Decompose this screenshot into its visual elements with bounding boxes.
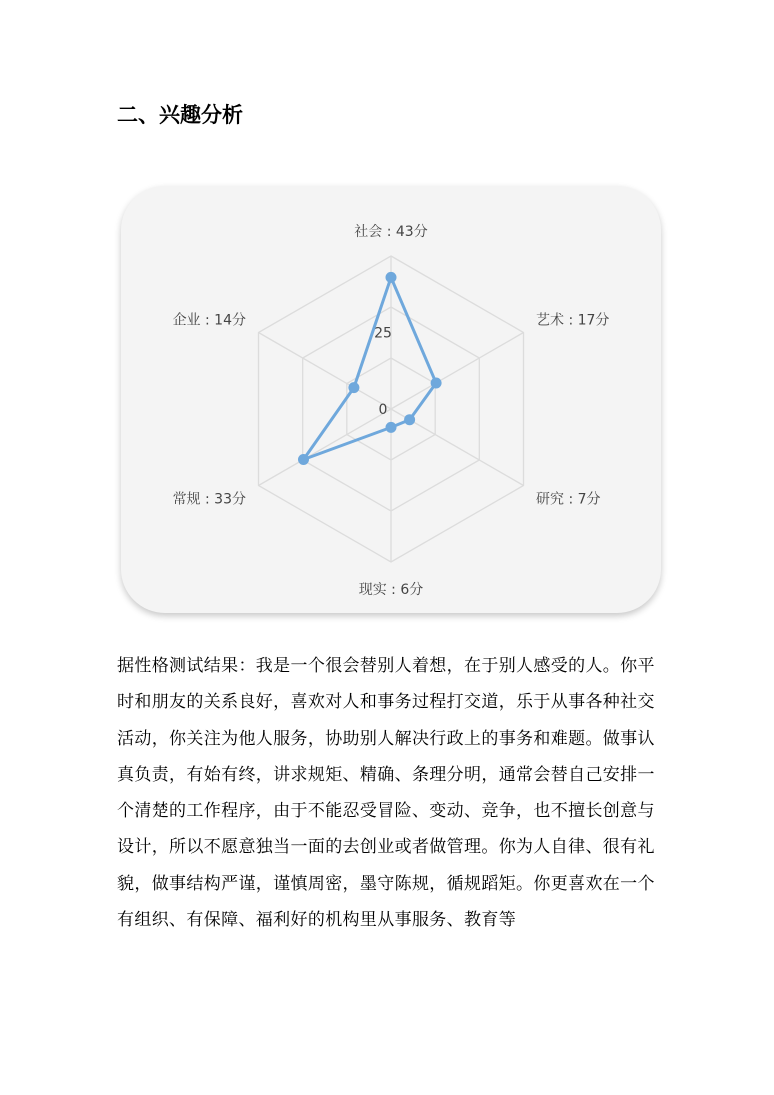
data-point (386, 272, 397, 283)
data-point (348, 382, 359, 393)
data-point (404, 414, 415, 425)
axis-label: 研究 : 7分 (536, 491, 601, 508)
grid-spoke (259, 333, 392, 410)
radar-ticks (374, 326, 392, 419)
section-title: 二、兴趣分析 (117, 103, 243, 127)
series-line (304, 277, 437, 459)
radar-chart (121, 186, 661, 613)
data-point (386, 422, 397, 433)
tick-label: 25 (374, 325, 392, 342)
axis-label: 常规 : 33分 (172, 491, 246, 508)
radar-chart-card (121, 186, 661, 613)
axis-label: 现实 : 6分 (358, 582, 424, 598)
tick-label: 0 (378, 402, 388, 418)
analysis-paragraph: 据性格测试结果：我是一个很会替别人着想，在于别人感受的人。你平时和朋友的关系良好，喜欢对人和事务过程打交道，乐于从事各种社交活动，你关注为他人服务，协助别人解决行政上的事务和难题。做事认真负责，有始有终，讲求规矩、精确、条理分明，通常会替自己安排一个清楚的工作程序，由于不能忍受冒险、变动、竞争，也不擅长创意与设计，所以不愿意独当一面的去创业或者做管理。你为人自律、很有礼貌，做事结构严谨，谨慎周密，墨守陈规，循规蹈矩。你更喜欢在一个有组织、有保障、福利好的机构里从事服务、教育等 (117, 656, 655, 931)
data-point (431, 378, 442, 389)
grid-spoke (391, 333, 524, 410)
axis-label: 社会 : 43分 (354, 224, 428, 240)
axis-label: 企业 : 14分 (172, 312, 246, 329)
radar-grid (259, 256, 524, 562)
data-point (298, 454, 309, 465)
grid-spoke (259, 409, 392, 486)
axis-label: 艺术 : 17分 (536, 312, 610, 329)
